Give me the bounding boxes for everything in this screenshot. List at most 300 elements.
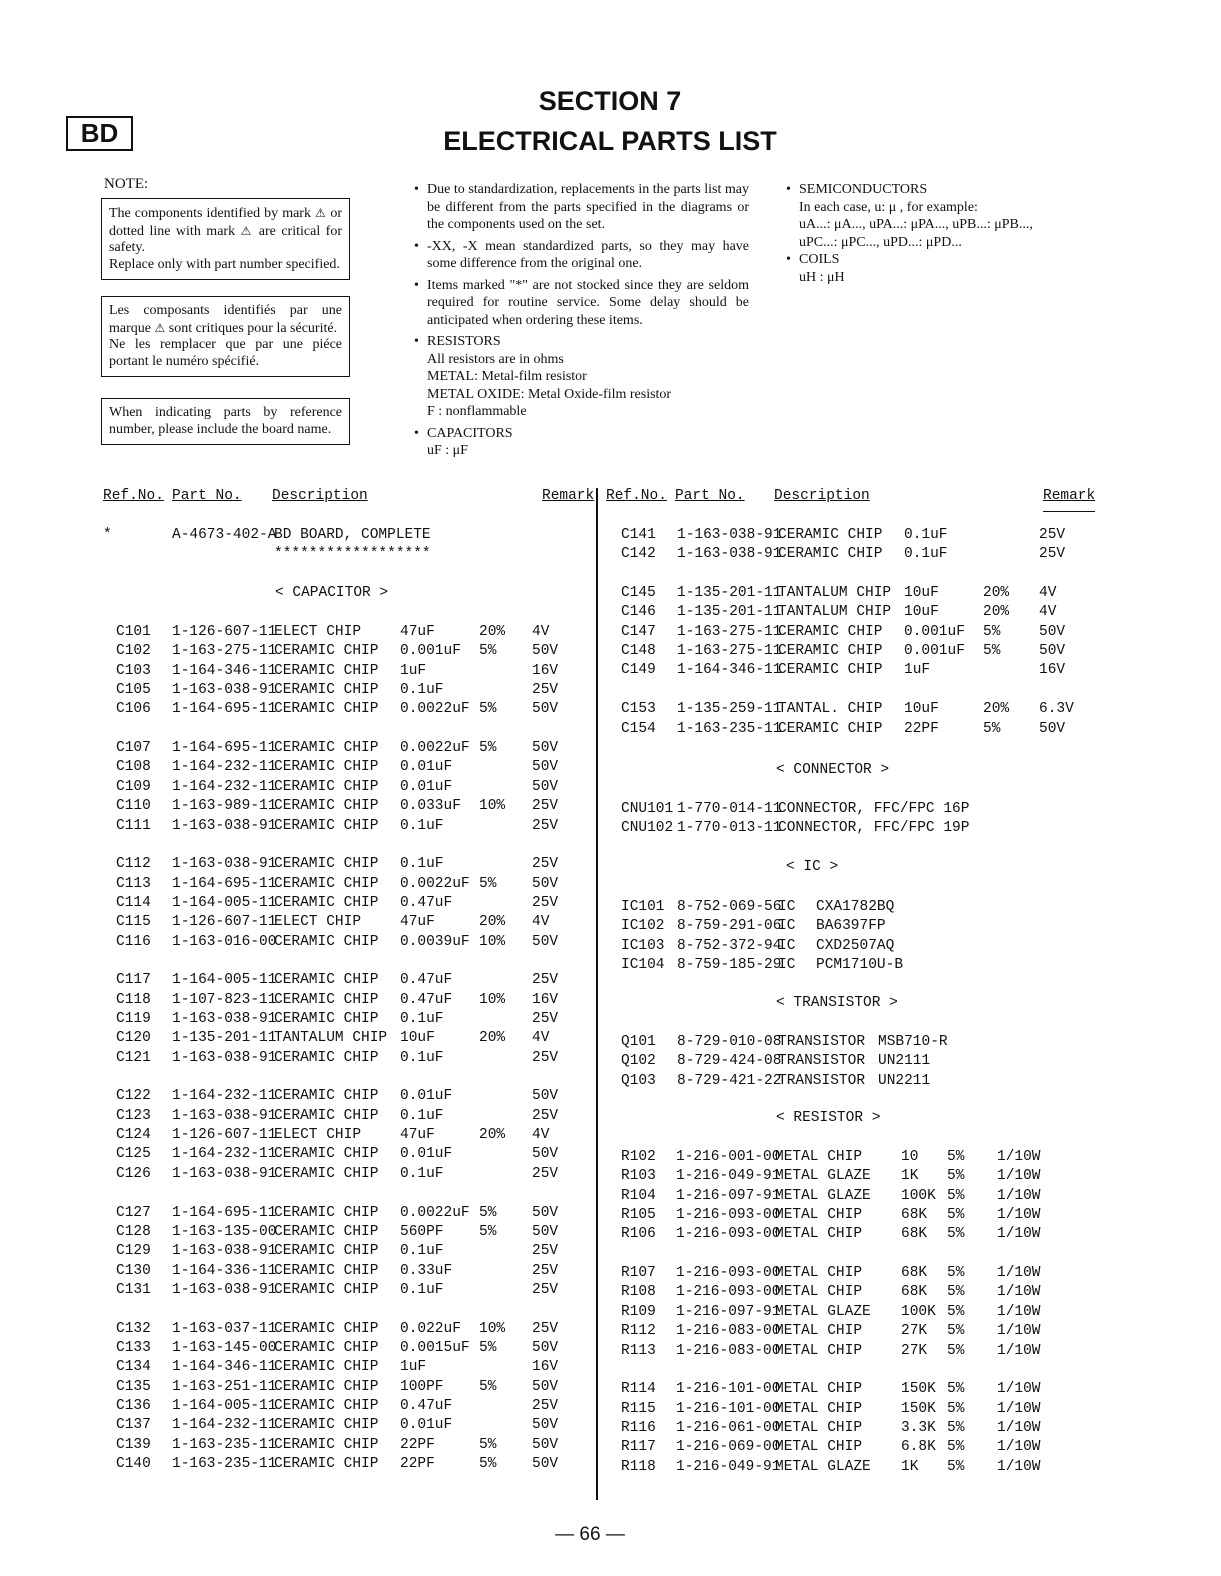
cell-tolerance: 10% (479, 991, 506, 1008)
cell-description: METAL GLAZE (775, 1187, 871, 1204)
cell-ref-no: C111 (116, 817, 151, 834)
cell-part-no: 1-216-101-00 (676, 1400, 781, 1417)
cell-description: CERAMIC CHIP (274, 894, 379, 911)
cell-part-no: 1-163-038-91 (172, 682, 277, 699)
cell-ref-no: C102 (116, 643, 151, 660)
cell-rating: 1/10W (997, 1168, 1041, 1185)
cell-ref-no: C142 (621, 546, 656, 563)
cell-ref-no: R107 (621, 1265, 656, 1282)
cell-description: CERAMIC CHIP (274, 1398, 379, 1414)
note-label: NOTE: (104, 176, 149, 192)
semiconductors-title: SEMICONDUCTORS (799, 182, 928, 197)
cell-ref-no: C140 (116, 1456, 151, 1473)
cell-rating: 50V (532, 1417, 559, 1434)
cell-description: CERAMIC CHIP (778, 546, 883, 563)
cell-description: CERAMIC CHIP (274, 1223, 379, 1240)
cell-part-no: 1-164-336-11 (172, 1262, 277, 1279)
cell-rating: 50V (532, 933, 559, 950)
cell-ref-no: CNU102 (621, 820, 674, 837)
cell-value: 27K (901, 1342, 928, 1359)
cell-part-no: 1-163-016-00 (172, 933, 277, 950)
section-subtitle: ELECTRICAL PARTS LIST (443, 126, 777, 156)
header-ref-no: Ref.No. (606, 488, 667, 504)
cell-tolerance: 5% (947, 1419, 965, 1436)
cell-description: TRANSISTOR (778, 1034, 866, 1050)
cell-ref-no: C135 (116, 1378, 151, 1395)
cell-rating: 50V (532, 1378, 559, 1395)
capacitors-title: CAPACITORS (427, 425, 513, 441)
cell-tolerance: 10% (479, 1320, 506, 1337)
cell-rating: 50V (1039, 720, 1066, 737)
cell-tolerance: 5% (947, 1381, 965, 1398)
cell-part-no: 1-163-037-11 (172, 1320, 277, 1337)
cell-part-no: 1-216-097-91 (676, 1303, 781, 1320)
cell-description: CERAMIC CHIP (274, 1339, 379, 1356)
safety-note-en-text-1: The components identified by mark (109, 206, 311, 221)
cell-rating: 1/10W (997, 1439, 1041, 1456)
cell-ref-no: C117 (116, 972, 151, 989)
cell-part-no: 1-163-038-91 (677, 527, 782, 543)
cell-tolerance: 5% (947, 1439, 965, 1456)
cell-part-no: 1-164-346-11 (677, 662, 782, 679)
cell-description: TANTALUM CHIP (274, 1030, 388, 1047)
cell-rating: 50V (532, 1339, 559, 1356)
cell-ref-no: C101 (116, 624, 151, 640)
cell-tolerance: 20% (983, 701, 1010, 718)
cell-tolerance: 5% (479, 1378, 497, 1395)
cell-rating: 16V (1039, 662, 1066, 679)
cell-ref-no: R104 (621, 1187, 656, 1204)
cell-part-no: 1-164-695-11 (172, 701, 277, 718)
cell-part-no: 1-126-607-11 (172, 914, 277, 931)
safety-note-fr-text-2: sont critiques pour la sécurité. (168, 320, 338, 336)
cell-rating: 16V (532, 662, 559, 679)
cell-description: METAL GLAZE (775, 1168, 871, 1185)
cell-part-no: 1-164-005-11 (172, 1398, 277, 1414)
cell-part-no: 1-164-695-11 (172, 875, 277, 892)
cell-part-no: 1-163-038-91 (172, 1243, 277, 1260)
cell-value: 0.1uF (400, 856, 444, 873)
cell-part-no: 1-216-101-00 (676, 1381, 781, 1398)
cell-description: CERAMIC CHIP (274, 1146, 379, 1163)
cell-part-no: 1-163-135-00 (172, 1223, 277, 1240)
cell-part-no: 1-126-607-11 (172, 1127, 277, 1144)
cell-description: METAL CHIP (775, 1265, 863, 1282)
cell-ref-no: C127 (116, 1204, 151, 1221)
cell-ref-no: C114 (116, 894, 151, 911)
cell-part-no: 1-164-346-11 (172, 1359, 277, 1376)
cell-ref-no: C133 (116, 1339, 151, 1356)
cell-tolerance: 20% (479, 624, 506, 640)
capacitors-note-1: uF : μF (427, 443, 468, 458)
cell-ref-no: C153 (621, 701, 656, 718)
cell-rating: 25V (532, 1320, 559, 1337)
note-not-stocked: Items marked "*" are not stocked since they are seldom required for routine service. Some delay should be anticipated when ordering these items. (427, 277, 749, 328)
cell-value: 0.0022uF (400, 875, 470, 892)
safety-note-en (101, 198, 350, 280)
header-remark: Remark (1043, 488, 1096, 504)
cell-part-no: 1-163-235-11 (677, 720, 782, 737)
cell-tolerance: 5% (947, 1207, 965, 1224)
cell-ref-no: C123 (116, 1107, 151, 1124)
cell-value: 1uF (904, 662, 931, 679)
cell-part-no: 1-163-038-91 (172, 1281, 277, 1298)
cell-part-no: 1-164-232-11 (172, 1417, 277, 1434)
cell-rating: 50V (1039, 643, 1066, 660)
cell-part-no: 1-163-038-91 (172, 817, 277, 834)
cell-ref-no: C116 (116, 933, 151, 950)
cell-part-no: 1-164-232-11 (172, 1146, 277, 1163)
cell-description: CERAMIC CHIP (274, 1204, 379, 1221)
cell-ref-no: R105 (621, 1207, 656, 1224)
header-part-no: Part No. (172, 488, 242, 504)
cell-description: ELECT CHIP (274, 1127, 362, 1144)
cell-rating: 25V (532, 1243, 559, 1260)
cell-rating: 25V (532, 1049, 559, 1066)
cell-value: 0.47uF (400, 991, 453, 1008)
cell-part-no: 1-216-083-00 (676, 1342, 781, 1359)
cell-ref-no: C122 (116, 1088, 151, 1105)
cell-part-no: 1-164-695-11 (172, 1204, 277, 1221)
cell-part-no: 1-216-049-91 (676, 1458, 781, 1475)
semiconductors-note-2: uA...: μA..., uPA...: μPA..., uPB...: μPB..., (799, 217, 1033, 232)
cell-description: METAL GLAZE (775, 1458, 871, 1475)
cell-part-no: 1-126-607-11 (172, 624, 277, 640)
semiconductors-note-1: In each case, u: μ , for example: (799, 199, 978, 215)
connector-section-header: < CONNECTOR > (776, 762, 890, 778)
cell-tolerance: 5% (479, 1436, 497, 1453)
cell-tolerance: 10% (479, 933, 506, 950)
cell-rating: 50V (532, 1456, 559, 1473)
cell-part-no: 8-752-372-94 (677, 937, 782, 954)
cell-ref-no: R118 (621, 1458, 656, 1475)
cell-part-no: 1-163-235-11 (172, 1456, 277, 1473)
cell-rating: 50V (532, 875, 559, 892)
cell-part-no: 1-164-005-11 (172, 972, 277, 989)
cell-rating: 25V (532, 817, 559, 834)
cell-ref-no: Q103 (621, 1072, 656, 1089)
cell-rating: 4V (1039, 585, 1057, 602)
cell-rating: 50V (532, 759, 559, 776)
cell-ref-no: C134 (116, 1359, 151, 1376)
cell-ref-no: C106 (116, 701, 151, 718)
cell-part-no: 1-770-013-11 (677, 820, 782, 837)
cell-ref-no: C136 (116, 1398, 151, 1414)
cell-part-no: 1-163-145-00 (172, 1339, 277, 1356)
cell-value: 47uF (400, 624, 435, 640)
cell-value: 1K (901, 1458, 919, 1475)
cell-tolerance: 5% (479, 1339, 497, 1356)
cell-ref-no: C109 (116, 778, 151, 795)
cell-part-no: 8-729-010-08 (677, 1034, 782, 1050)
cell-tolerance: 5% (947, 1303, 965, 1320)
cell-value: 22PF (400, 1456, 435, 1473)
cell-part-no: 1-770-014-11 (677, 801, 782, 817)
cell-rating: 1/10W (997, 1419, 1041, 1436)
cell-part-no: 8-729-424-08 (677, 1053, 782, 1070)
cell-tolerance: 5% (983, 623, 1001, 640)
cell-rating: 50V (532, 740, 559, 757)
cell-description: METAL CHIP (775, 1381, 863, 1398)
cell-value: 150K (901, 1400, 936, 1417)
cell-value: 0.01uF (400, 1088, 453, 1105)
cell-value: 1uF (400, 1359, 427, 1376)
cell-ref-no: CNU101 (621, 801, 674, 817)
stock-mark: * (103, 527, 112, 543)
cell-description: CERAMIC CHIP (778, 643, 883, 660)
cell-ref-no: C131 (116, 1281, 151, 1298)
cell-rating: 4V (532, 914, 550, 931)
cell-ref-no: R103 (621, 1168, 656, 1185)
cell-description: CERAMIC CHIP (274, 1436, 379, 1453)
cell-part-no: 8-759-291-06 (677, 918, 782, 935)
cell-tolerance: 5% (947, 1284, 965, 1301)
cell-rating: 25V (532, 1262, 559, 1279)
cell-part-no: 1-135-201-11 (172, 1030, 277, 1047)
cell-part-no: 1-163-235-11 (172, 1436, 277, 1453)
header-description: Description (774, 488, 870, 504)
bullet-icon: • (786, 252, 791, 267)
cell-tolerance: 20% (479, 1127, 506, 1144)
cell-value: 100K (901, 1187, 936, 1204)
cell-description: CERAMIC CHIP (274, 856, 379, 873)
cell-description: CERAMIC CHIP (778, 720, 883, 737)
cell-rating: 1/10W (997, 1207, 1041, 1224)
cell-rating: 1/10W (997, 1381, 1041, 1398)
cell-ref-no: C118 (116, 991, 151, 1008)
cell-rating: 25V (532, 1165, 559, 1182)
cell-ref-no: C154 (621, 720, 656, 737)
cell-ref-no: C108 (116, 759, 151, 776)
cell-rating: 25V (532, 894, 559, 911)
cell-ref-no: R112 (621, 1323, 656, 1340)
cell-part-no: 1-163-038-91 (172, 1165, 277, 1182)
resistors-title: RESISTORS (427, 334, 501, 349)
cell-value: 68K (901, 1207, 928, 1224)
cell-value: 68K (901, 1265, 928, 1282)
column-divider (596, 488, 598, 1500)
ic-section-header: < IC > (786, 859, 839, 875)
resistors-note-1: All resistors are in ohms (427, 351, 564, 367)
cell-value: 0.022uF (400, 1320, 461, 1337)
cell-description: CERAMIC CHIP (274, 1378, 379, 1395)
cell-description: CERAMIC CHIP (274, 991, 379, 1008)
cell-description: CERAMIC CHIP (274, 1088, 379, 1105)
cell-value: 47uF (400, 1127, 435, 1144)
cell-rating: 16V (532, 991, 559, 1008)
cell-description: CERAMIC CHIP (274, 662, 379, 679)
cell-value: 0.1uF (400, 1281, 444, 1298)
cell-part-no: 1-216-097-91 (676, 1187, 781, 1204)
cell-ref-no: C130 (116, 1262, 151, 1279)
cell-part-no: 1-135-201-11 (677, 604, 782, 621)
cell-rating: 25V (532, 972, 559, 989)
cell-part-no: 1-164-232-11 (172, 759, 277, 776)
cell-ref-no: R108 (621, 1284, 656, 1301)
note-xx-suffix: -XX, -X mean standardized parts, so they may have some difference from the original one. (427, 238, 749, 271)
cell-part-no: 1-164-346-11 (172, 662, 277, 679)
cell-description: IC (778, 918, 796, 935)
cell-ref-no: C115 (116, 914, 151, 931)
cell-value: 0.1uF (400, 1243, 444, 1260)
cell-description: CERAMIC CHIP (274, 1281, 379, 1298)
cell-rating: 4V (532, 1127, 550, 1144)
cell-description: METAL CHIP (775, 1342, 863, 1359)
cell-value: 0.1uF (904, 546, 948, 563)
bullet-icon: • (786, 182, 791, 197)
cell-value: 0.1uF (400, 1165, 444, 1182)
cell-rating: 6.3V (1039, 701, 1074, 718)
cell-ref-no: C149 (621, 662, 656, 679)
cell-value: 1uF (400, 662, 427, 679)
cell-part-no: 1-107-823-11 (172, 991, 277, 1008)
cell-tolerance: 5% (947, 1323, 965, 1340)
cell-description: CERAMIC CHIP (274, 1011, 379, 1027)
cell-value: 0.0039uF (400, 933, 470, 950)
cell-ref-no: R102 (621, 1149, 656, 1165)
cell-value: 0.0022uF (400, 1204, 470, 1221)
cell-rating: 25V (532, 798, 559, 815)
cell-ref-no: R116 (621, 1419, 656, 1436)
bullet-icon: • (414, 238, 419, 254)
cell-tolerance: 5% (947, 1226, 965, 1243)
coils-title: COILS (799, 252, 840, 267)
cell-description: TRANSISTOR (778, 1072, 866, 1089)
cell-value: 0.001uF (400, 643, 461, 660)
cell-rating: 16V (532, 1359, 559, 1376)
cell-tolerance: 5% (479, 740, 497, 757)
cell-value: 0.01uF (400, 1146, 453, 1163)
cell-part-no: 1-216-093-00 (676, 1226, 781, 1243)
remark-underline (1043, 511, 1095, 512)
cell-rating: 25V (532, 856, 559, 873)
cell-tolerance: 5% (947, 1187, 965, 1204)
cell-rating: 4V (532, 624, 550, 640)
cell-description: CERAMIC CHIP (274, 778, 379, 795)
cell-value: 0.33uF (400, 1262, 453, 1279)
cell-rating: 1/10W (997, 1323, 1041, 1340)
cell-tolerance: 5% (947, 1265, 965, 1282)
cell-description: CERAMIC CHIP (274, 1165, 379, 1182)
cell-value: UN2111 (878, 1053, 931, 1070)
cell-tolerance: 5% (947, 1400, 965, 1417)
cell-value: 0.001uF (904, 643, 965, 660)
warning-triangle-icon: ⚠ (315, 206, 327, 220)
warning-triangle-icon: ⚠ (240, 223, 254, 238)
cell-ref-no: C113 (116, 875, 151, 892)
cell-value: 0.001uF (904, 623, 965, 640)
cell-description: CERAMIC CHIP (274, 1320, 379, 1337)
cell-description: METAL CHIP (775, 1284, 863, 1301)
cell-value: 27K (901, 1323, 928, 1340)
cell-value: 10uF (904, 604, 939, 621)
cell-part-no: 1-164-232-11 (172, 1088, 277, 1105)
cell-value: 10uF (904, 585, 939, 602)
cell-rating: 1/10W (997, 1342, 1041, 1359)
cell-ref-no: IC101 (621, 899, 665, 915)
cell-part-no: 1-164-232-11 (172, 778, 277, 795)
cell-value: 0.1uF (400, 682, 444, 699)
cell-ref-no: C124 (116, 1127, 151, 1144)
safety-note-en-text-4: Replace only with part number specified. (109, 256, 340, 272)
cell-rating: 50V (1039, 623, 1066, 640)
cell-part-no: 1-163-275-11 (677, 643, 782, 660)
cell-ref-no: R114 (621, 1381, 656, 1398)
semiconductor-notes (786, 181, 1096, 286)
cell-ref-no: R117 (621, 1439, 656, 1456)
cell-tolerance: 20% (983, 585, 1010, 602)
cell-description: ELECT CHIP (274, 624, 362, 640)
cell-value: 150K (901, 1381, 936, 1398)
cell-description: CERAMIC CHIP (778, 662, 883, 679)
cell-value: 22PF (400, 1436, 435, 1453)
cell-rating: 1/10W (997, 1284, 1041, 1301)
cell-description: CERAMIC CHIP (274, 933, 379, 950)
page-number: — 66 — (555, 1524, 625, 1545)
cell-part-no: 1-163-038-91 (172, 1107, 277, 1124)
cell-tolerance: 5% (479, 1223, 497, 1240)
cell-value: 0.01uF (400, 1417, 453, 1434)
cell-value: 10uF (400, 1030, 435, 1047)
cell-rating: 1/10W (997, 1265, 1041, 1282)
cell-description: CERAMIC CHIP (274, 875, 379, 892)
cell-description: CERAMIC CHIP (274, 1417, 379, 1434)
cell-tolerance: 5% (947, 1168, 965, 1185)
cell-ref-no: C112 (116, 856, 151, 873)
cell-description: METAL CHIP (775, 1419, 863, 1436)
cell-ref-no: IC102 (621, 918, 665, 935)
cell-description: CERAMIC CHIP (274, 1243, 379, 1260)
header-remark: Remark (542, 488, 595, 504)
cell-ref-no: IC104 (621, 957, 665, 974)
cell-description: CONNECTOR, FFC/FPC 16P (778, 801, 970, 817)
cell-ref-no: C120 (116, 1030, 151, 1047)
cell-part-no: 1-216-069-00 (676, 1439, 781, 1456)
cell-part-no: 1-163-038-91 (677, 546, 782, 563)
cell-rating: 1/10W (997, 1187, 1041, 1204)
cell-value: 0.47uF (400, 1398, 453, 1414)
cell-value: CXD2507AQ (816, 937, 895, 954)
cell-value: UN2211 (878, 1072, 931, 1089)
cell-ref-no: C125 (116, 1146, 151, 1163)
general-notes (414, 181, 749, 460)
cell-tolerance: 5% (983, 643, 1001, 660)
cell-part-no: 1-216-093-00 (676, 1265, 781, 1282)
cell-ref-no: C146 (621, 604, 656, 621)
cell-ref-no: C128 (116, 1223, 151, 1240)
cell-rating: 4V (1039, 604, 1057, 621)
header-part-no: Part No. (675, 488, 745, 504)
cell-description: CERAMIC CHIP (274, 1107, 379, 1124)
note-standardization: Due to standardization, replacements in the parts list may be different from the parts specified in the diagrams or the components used on the set. (427, 182, 749, 232)
bullet-icon: • (414, 277, 419, 293)
cell-value: 0.01uF (400, 778, 453, 795)
cell-tolerance: 5% (983, 720, 1001, 737)
cell-value: 0.0022uF (400, 740, 470, 757)
cell-part-no: 1-163-251-11 (172, 1378, 277, 1395)
cell-description: METAL CHIP (775, 1149, 863, 1165)
cell-ref-no: C137 (116, 1417, 151, 1434)
cell-description: IC (778, 957, 796, 974)
bullet-icon: • (414, 425, 419, 441)
safety-note-fr-text-3: Ne les remplacer que par une piéce portant le numéro spécifié. (109, 337, 342, 369)
cell-tolerance: 10% (479, 798, 506, 815)
cell-value: CXA1782BQ (816, 899, 895, 915)
cell-description: TANTALUM CHIP (778, 604, 892, 621)
board-name-note-text: When indicating parts by reference number, please include the board name. (109, 405, 342, 437)
cell-description: CERAMIC CHIP (274, 817, 379, 834)
cell-part-no: 1-163-038-91 (172, 1049, 277, 1066)
